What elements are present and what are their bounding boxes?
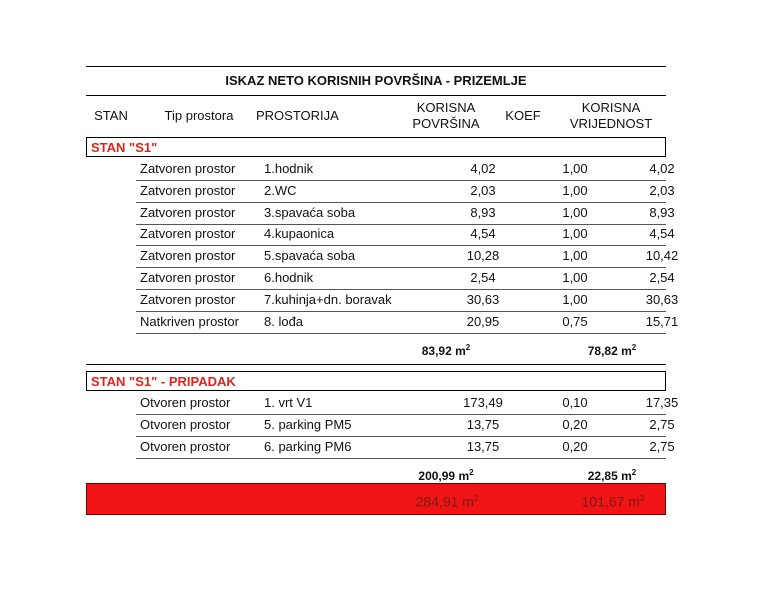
cell-prostorija: 5. parking PM5: [264, 416, 352, 432]
cell-koef: 0,75: [562, 313, 588, 329]
cell-vrijednost: 2,75: [649, 438, 675, 454]
header-vrijednost-line1: KORISNA: [581, 100, 641, 115]
subtotal-povrsina: 200,99 $m^2$: [418, 468, 474, 484]
cell-vrijednost: 4,02: [649, 161, 675, 176]
table-row: [136, 158, 675, 181]
cell-tip: Otvoren prostor: [140, 395, 231, 410]
header-stan: STAN: [94, 108, 128, 123]
table-row: [136, 202, 675, 225]
cell-tip: Zatvoren prostor: [140, 182, 236, 198]
table-row: [136, 245, 679, 268]
cell-vrijednost: 30,63: [645, 291, 679, 307]
cell-povrsina: 173,49: [463, 395, 503, 410]
header-tip: Tip prostora: [164, 108, 234, 123]
cell-koef: 1,00: [562, 182, 588, 198]
cell-prostorija: 7.kuhinja+dn. boravak: [264, 291, 392, 307]
cell-povrsina: 4,54: [470, 226, 496, 242]
cell-koef: 1,00: [562, 226, 588, 242]
cell-koef: 1,00: [562, 248, 588, 264]
cell-tip: Zatvoren prostor: [140, 161, 236, 176]
cell-koef: 0,10: [562, 395, 588, 410]
table-row: [136, 311, 679, 334]
cell-prostorija: 8. lođa: [264, 313, 304, 329]
table-row: [136, 414, 675, 437]
cell-tip: Zatvoren prostor: [140, 270, 236, 285]
header-povrsina-line1: KORISNA: [416, 100, 476, 115]
subtotal-povrsina: 83,92 $m^2$: [421, 343, 471, 359]
cell-koef: 0,20: [562, 438, 588, 454]
header-koef: KOEF: [505, 108, 541, 123]
table-header: [86, 95, 666, 137]
subtotal-vrijednost: 22,85 $m^2$: [587, 468, 637, 484]
cell-tip: Zatvoren prostor: [140, 204, 236, 220]
cell-povrsina: 13,75: [466, 416, 500, 432]
cell-tip: Otvoren prostor: [140, 438, 231, 454]
header-vrijednost: [556, 95, 666, 137]
table-row: [136, 223, 675, 246]
table-title: ISKAZ NETO KORISNIH POVRŠINA - PRIZEMLJE: [86, 66, 666, 96]
table-row: [136, 436, 675, 459]
section-label: STAN "S1": [86, 137, 666, 157]
cell-vrijednost: 17,35: [645, 395, 679, 410]
cell-koef: 1,00: [562, 291, 588, 307]
table-row: [136, 267, 675, 290]
cell-vrijednost: 8,93: [649, 204, 675, 220]
header-vrijednost-line2: VRIJEDNOST: [569, 116, 653, 131]
grand-total-povrsina: 284,91 $m^2$: [415, 493, 479, 510]
section-label: STAN "S1" - PRIPADAK: [86, 371, 666, 391]
cell-povrsina: 2,54: [470, 270, 496, 285]
table-row: [136, 289, 679, 312]
cell-koef: 1,00: [562, 270, 588, 285]
header-povrsina-line2: POVRŠINA: [412, 116, 480, 131]
cell-vrijednost: 15,71: [645, 313, 679, 329]
cell-koef: 0,20: [562, 416, 588, 432]
cell-prostorija: 4.kupaonica: [264, 226, 335, 242]
cell-tip: Zatvoren prostor: [140, 226, 236, 242]
cell-prostorija: 1. vrt V1: [264, 395, 313, 410]
cell-vrijednost: 10,42: [645, 248, 679, 264]
header-prostorija: PROSTORIJA: [256, 108, 339, 123]
cell-tip: Zatvoren prostor: [140, 248, 236, 264]
cell-vrijednost: 4,54: [649, 226, 675, 242]
cell-tip: Natkriven prostor: [140, 313, 239, 329]
cell-tip: Zatvoren prostor: [140, 291, 236, 307]
cell-prostorija: 6. parking PM6: [264, 438, 352, 454]
cell-povrsina: 10,28: [466, 248, 500, 264]
table-row: [136, 392, 679, 415]
cell-povrsina: 2,03: [470, 182, 496, 198]
table-row: [136, 180, 675, 203]
cell-povrsina: 30,63: [466, 291, 500, 307]
cell-koef: 1,00: [562, 204, 588, 220]
subtotal-row: [86, 332, 666, 365]
cell-tip: Otvoren prostor: [140, 416, 231, 432]
grand-total-row: [86, 483, 666, 515]
cell-prostorija: 5.spavaća soba: [264, 248, 356, 264]
cell-prostorija: 2.WC: [264, 182, 297, 198]
cell-prostorija: 6.hodnik: [264, 270, 314, 285]
cell-povrsina: 4,02: [470, 161, 496, 176]
header-povrsina: [386, 95, 506, 137]
cell-povrsina: 8,93: [470, 204, 496, 220]
cell-povrsina: 20,95: [466, 313, 500, 329]
cell-koef: 1,00: [562, 161, 588, 176]
cell-prostorija: 1.hodnik: [264, 161, 314, 176]
grand-total-vrijednost: 101,67 $m^2$: [581, 493, 645, 510]
cell-povrsina: 13,75: [466, 438, 500, 454]
cell-prostorija: 3.spavaća soba: [264, 204, 356, 220]
cell-vrijednost: 2,03: [649, 182, 675, 198]
cell-vrijednost: 2,54: [649, 270, 675, 285]
cell-vrijednost: 2,75: [649, 416, 675, 432]
subtotal-vrijednost: 78,82 $m^2$: [587, 343, 637, 359]
